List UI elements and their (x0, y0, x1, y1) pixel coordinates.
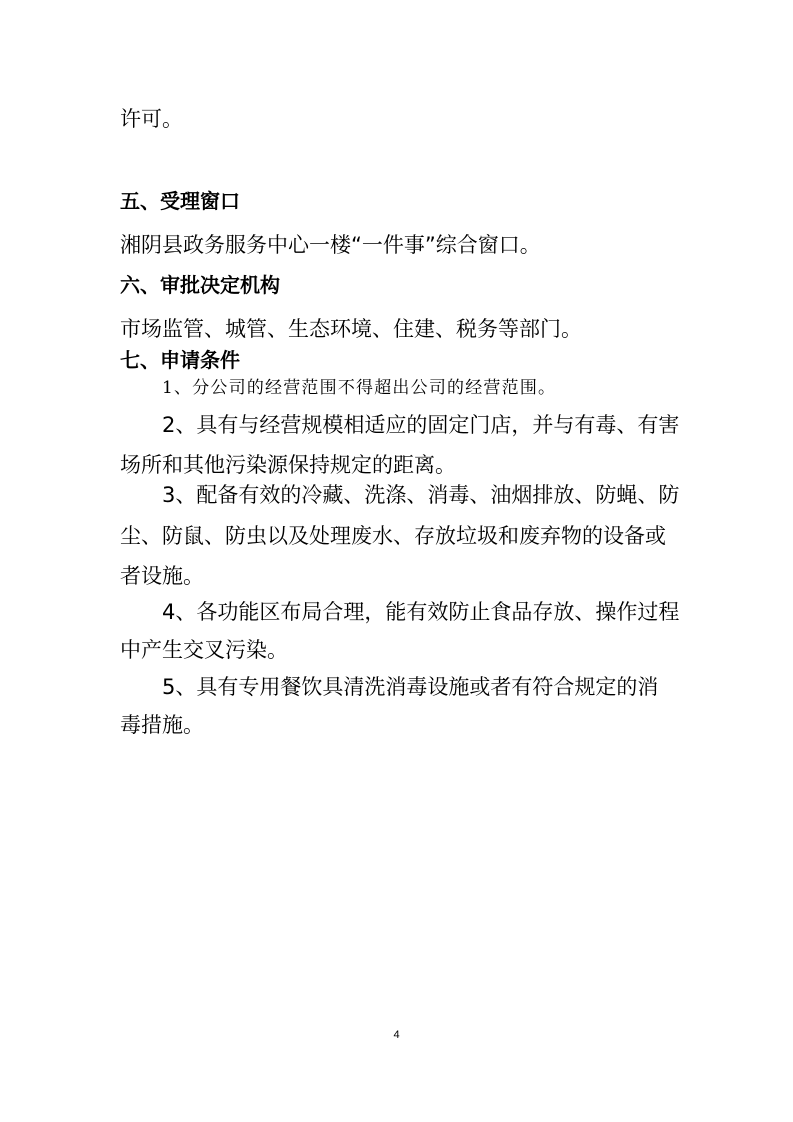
condition-item-5-line-1: 5、具有专用餐饮具清洗消毒设施或者有符合规定的消 (162, 675, 659, 699)
section-5-text: 湘阴县政务服务中心一楼“一件事”综合窗口。 (120, 233, 541, 257)
section-5-heading: 五、受理窗口 (120, 189, 240, 213)
condition-item-2-line-1: 2、具有与经营规模相适应的固定门店，并与有毒、有害 (162, 413, 680, 437)
condition-item-4-line-1: 4、各功能区布局合理，能有效防止食品存放、操作过程 (162, 600, 680, 624)
condition-item-3-line-2: 尘、防鼠、防虫以及处理废水、存放垃圾和废弃物的设备或 (120, 524, 666, 548)
condition-item-3-line-1: 3、配备有效的冷藏、洗涤、消毒、油烟排放、防蝇、防 (162, 483, 680, 507)
condition-item-2-line-2: 场所和其他污染源保持规定的距离。 (120, 453, 456, 477)
page-number: 4 (393, 1029, 400, 1041)
condition-item-3-line-3: 者设施。 (120, 564, 204, 588)
condition-item-5-line-2: 毒措施。 (120, 713, 204, 737)
section-6-heading: 六、审批决定机构 (120, 273, 280, 297)
section-7-heading: 七、申请条件 (120, 348, 240, 372)
continuation-text: 许可。 (120, 107, 183, 131)
section-6-text: 市场监管、城管、生态环境、住建、税务等部门。 (120, 317, 582, 341)
condition-item-4-line-2: 中产生交叉污染。 (120, 638, 288, 662)
condition-item-1: 1、分公司的经营范围不得超出公司的经营范围。 (162, 378, 557, 398)
